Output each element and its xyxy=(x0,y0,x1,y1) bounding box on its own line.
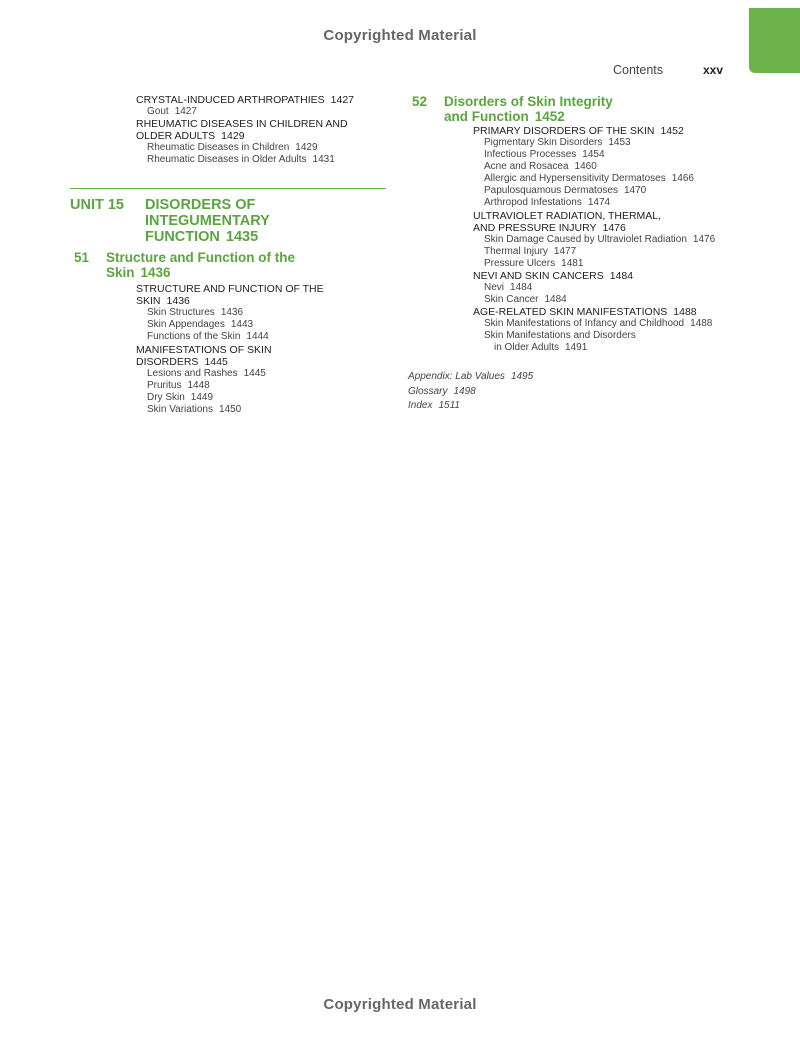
toc-entry-text: Skin Appendages xyxy=(147,319,225,331)
toc-entry xyxy=(70,380,386,392)
toc-entry xyxy=(408,137,728,149)
back-matter-text: Index xyxy=(408,400,433,412)
toc-entry-page: 1470 xyxy=(623,185,647,197)
chapter-title: Disorders of Skin Integrity xyxy=(444,94,613,109)
toc-right-column xyxy=(408,94,728,414)
toc-entry-group xyxy=(70,94,386,166)
toc-entry xyxy=(70,404,386,416)
toc-entry-text: Allergic and Hypersensitivity Dermatoses xyxy=(484,173,666,185)
unit-title-line: INTEGUMENTARY xyxy=(145,213,270,230)
back-matter-entry xyxy=(408,370,728,385)
toc-entry-text: Acne and Rosacea xyxy=(484,161,569,173)
toc-entry-text: Rheumatic Diseases in Older Adults xyxy=(147,154,307,166)
toc-entry-text: ULTRAVIOLET RADIATION, THERMAL, xyxy=(473,209,662,222)
toc-entry xyxy=(408,222,728,234)
unit-page: 1435 xyxy=(225,229,259,246)
toc-entry-text: Skin Damage Caused by Ultraviolet Radiation xyxy=(484,233,687,245)
toc-entry xyxy=(408,258,728,270)
toc-entry-page: 1431 xyxy=(312,154,335,166)
toc-entry-text: Papulosquamous Dermatoses xyxy=(484,185,618,197)
toc-entry-text: NEVI AND SKIN CANCERS xyxy=(473,269,604,282)
toc-entry-text: AGE-RELATED SKIN MANIFESTATIONS xyxy=(473,306,668,319)
toc-entry xyxy=(408,342,728,354)
toc-entry-page: 1427 xyxy=(330,94,355,106)
toc-entry xyxy=(408,185,728,197)
toc-entry-page: 1484 xyxy=(510,281,533,293)
toc-entry-text: Skin Manifestations of Infancy and Childhood xyxy=(484,318,685,330)
toc-entry-group xyxy=(70,283,386,416)
toc-entry-page: 1445 xyxy=(204,355,228,368)
toc-entry xyxy=(70,356,386,368)
toc-entry-page: 1436 xyxy=(166,295,190,308)
toc-entry-text: Pressure Ulcers xyxy=(484,257,556,269)
toc-entry xyxy=(70,319,386,331)
toc-entry-text: Lesions and Rashes xyxy=(147,367,238,379)
toc-entry-text: PRIMARY DISORDERS OF THE SKIN xyxy=(473,125,655,137)
toc-entry-text: Nevi xyxy=(484,281,505,293)
chapter-number: 52 xyxy=(412,94,428,109)
toc-entry-page: 1444 xyxy=(246,331,269,343)
chapter-heading xyxy=(408,94,728,124)
toc-entry-page: 1488 xyxy=(690,318,713,330)
copyright-watermark-top: Copyrighted Material xyxy=(323,27,477,44)
toc-entry-text: AND PRESSURE INJURY xyxy=(473,221,597,234)
toc-entry xyxy=(70,331,386,343)
toc-entry-text: Infectious Processes xyxy=(484,149,577,161)
toc-entry xyxy=(70,368,386,380)
toc-entry-text: RHEUMATIC DISEASES IN CHILDREN AND xyxy=(136,118,348,131)
toc-entry xyxy=(408,318,728,330)
unit-number: UNIT 15 xyxy=(70,197,124,214)
back-matter-entry xyxy=(408,385,728,400)
toc-entry-page: 1453 xyxy=(608,137,631,148)
copyright-watermark-bottom: Copyrighted Material xyxy=(323,996,477,1013)
chapter-heading xyxy=(70,250,386,280)
toc-entry-page: 1466 xyxy=(671,173,694,185)
toc-entry xyxy=(70,392,386,404)
page-number: xxv xyxy=(702,63,723,77)
toc-entry xyxy=(70,106,386,118)
toc-entry-page: 1477 xyxy=(553,245,577,257)
toc-entry xyxy=(70,130,386,142)
toc-entry-text: Skin Cancer xyxy=(484,293,539,305)
toc-entry-text: Arthropod Infestations xyxy=(484,197,582,209)
toc-entry xyxy=(70,142,386,154)
toc-entry-text: Pruritus xyxy=(147,379,182,391)
toc-entry-text: DISORDERS xyxy=(136,355,199,368)
chapter-title: Skin xyxy=(106,265,135,281)
toc-entry-text: Skin Structures xyxy=(147,307,215,319)
chapter-title: Structure and Function of the xyxy=(106,250,295,266)
toc-entry-page: 1443 xyxy=(230,319,254,331)
toc-entry-page: 1449 xyxy=(190,391,214,403)
toc-entry-text: Dry Skin xyxy=(147,391,185,403)
chapter-number: 51 xyxy=(74,250,90,266)
back-matter-text: Glossary xyxy=(408,385,448,397)
toc-entry xyxy=(70,154,386,166)
back-matter-page: 1511 xyxy=(438,400,460,412)
back-matter-page: 1495 xyxy=(510,371,534,383)
toc-entry-page: 1484 xyxy=(609,269,634,282)
toc-entry xyxy=(408,197,728,209)
toc-entry-text: in Older Adults xyxy=(494,342,560,354)
unit-title-line: DISORDERS OF xyxy=(145,197,256,214)
toc-entry-page: 1450 xyxy=(218,403,242,415)
toc-entry-page: 1445 xyxy=(243,367,266,379)
toc-entry-page: 1427 xyxy=(174,106,197,117)
back-matter-text: Appendix: Lab Values xyxy=(408,371,505,383)
back-matter-page: 1498 xyxy=(453,385,476,397)
toc-entry-page: 1454 xyxy=(582,149,605,161)
toc-entry-text: Thermal Injury xyxy=(484,245,548,257)
toc-entry xyxy=(408,270,728,282)
toc-entry xyxy=(408,161,728,173)
back-matter-entry xyxy=(408,399,728,414)
toc-entry-page: 1436 xyxy=(220,307,244,319)
unit-title-line: FUNCTION xyxy=(145,229,220,246)
toc-entry xyxy=(408,294,728,306)
chapter-page: 1436 xyxy=(140,265,171,281)
toc-entry-text: CRYSTAL-INDUCED ARTHROPATHIES xyxy=(136,94,325,106)
toc-entry-group xyxy=(408,125,728,354)
toc-entry-page: 1491 xyxy=(565,342,588,354)
toc-entry-page: 1448 xyxy=(187,379,210,391)
toc-entry-page: 1476 xyxy=(602,221,626,234)
toc-entry-text: OLDER ADULTS xyxy=(136,130,216,143)
toc-entry xyxy=(408,306,728,318)
section-thumb-tab xyxy=(749,8,800,73)
toc-entry-page: 1484 xyxy=(544,293,567,305)
toc-entry xyxy=(70,118,386,130)
running-head-label: Contents xyxy=(612,63,663,77)
toc-entry xyxy=(70,307,386,319)
toc-entry-page: 1429 xyxy=(295,142,318,154)
unit-rule xyxy=(70,188,386,189)
toc-entry xyxy=(408,125,728,137)
unit-heading xyxy=(70,197,386,245)
toc-entry-text: SKIN xyxy=(136,295,161,308)
toc-entry-page: 1476 xyxy=(692,233,716,245)
toc-entry xyxy=(70,94,386,106)
toc-entry-page: 1481 xyxy=(561,257,584,269)
toc-entry-text: Pigmentary Skin Disorders xyxy=(484,137,603,148)
toc-entry xyxy=(70,295,386,307)
chapter-page: 1452 xyxy=(534,109,565,124)
toc-entry-text: Rheumatic Diseases in Children xyxy=(147,142,290,154)
toc-entry xyxy=(408,246,728,258)
toc-entry xyxy=(408,210,728,222)
toc-entry xyxy=(408,282,728,294)
toc-entry-text: MANIFESTATIONS OF SKIN xyxy=(136,343,272,356)
toc-entry-page: 1460 xyxy=(574,161,597,173)
toc-entry-text: Skin Manifestations and Disorders xyxy=(484,330,636,342)
toc-entry xyxy=(70,344,386,356)
toc-entry xyxy=(408,173,728,185)
toc-entry-page: 1488 xyxy=(673,306,697,319)
toc-entry-text: STRUCTURE AND FUNCTION OF THE xyxy=(136,283,324,296)
chapter-title: and Function xyxy=(444,109,529,124)
toc-entry-text: Gout xyxy=(147,106,169,117)
toc-entry xyxy=(408,234,728,246)
toc-entry xyxy=(408,330,728,342)
toc-left-column xyxy=(70,94,386,416)
toc-entry-text: Skin Variations xyxy=(147,403,213,415)
toc-entry-page: 1452 xyxy=(660,125,684,137)
toc-entry-text: Functions of the Skin xyxy=(147,331,241,343)
toc-entry-page: 1474 xyxy=(587,197,611,209)
toc-entry-page: 1429 xyxy=(221,130,245,143)
back-matter-list xyxy=(408,370,728,414)
toc-entry xyxy=(408,149,728,161)
toc-entry xyxy=(70,283,386,295)
